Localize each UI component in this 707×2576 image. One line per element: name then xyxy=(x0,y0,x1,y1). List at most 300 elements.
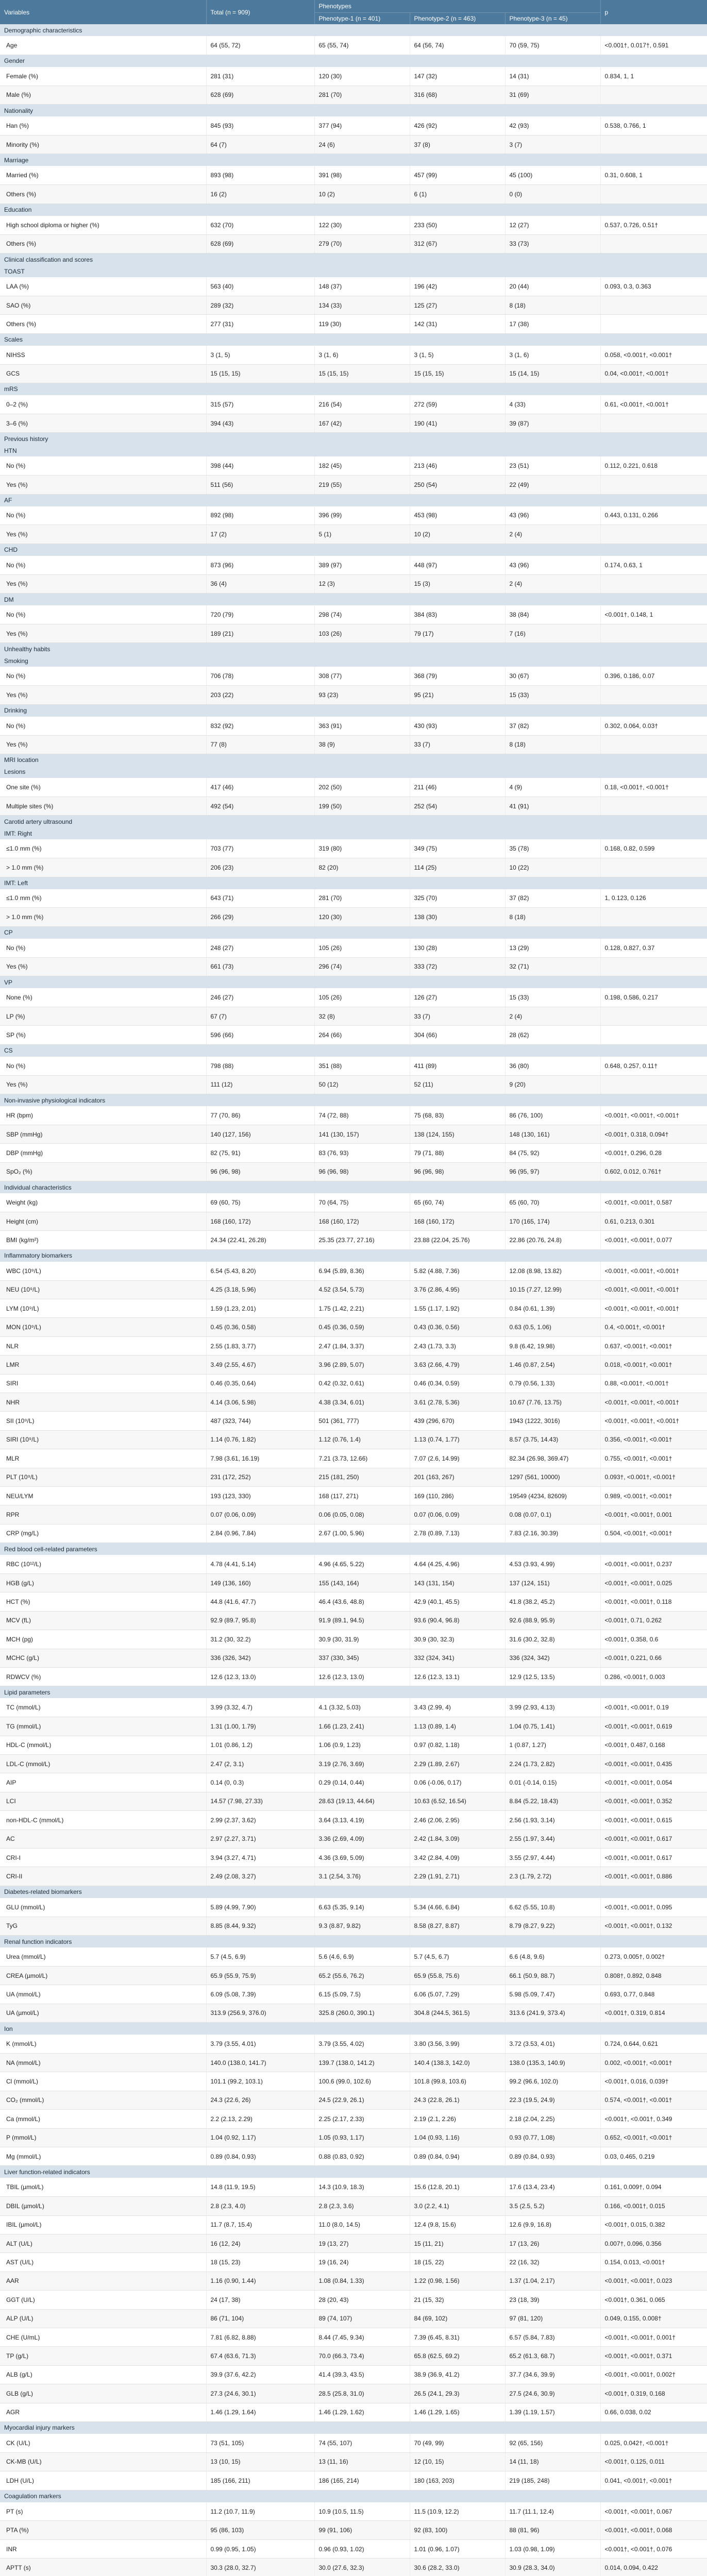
table-row xyxy=(0,2558,707,2576)
section-header-row xyxy=(0,704,707,717)
table-row xyxy=(0,1007,707,1025)
table-row xyxy=(0,1075,707,1094)
table-row xyxy=(0,364,707,383)
variable-cell: SIRI xyxy=(0,1374,206,1393)
total-cell: 149 (136, 160) xyxy=(206,1574,314,1592)
variable-cell: TG (mmol/L) xyxy=(0,1717,206,1736)
phenotype-2-cell: 213 (46) xyxy=(410,456,505,475)
section-title: Red blood cell-related parameters xyxy=(0,1543,707,1555)
variable-cell: GLU (mmol/L) xyxy=(0,1898,206,1917)
table-row xyxy=(0,2215,707,2234)
phenotype-1-cell: 3.19 (2.76, 3.69) xyxy=(314,1755,410,1773)
phenotype-2-cell: 84 (69, 102) xyxy=(410,2309,505,2328)
phenotype-3-cell: 1943 (1222, 3016) xyxy=(505,1412,600,1430)
variable-cell: GGT (U/L) xyxy=(0,2291,206,2309)
phenotype-2-cell: 30.9 (30, 32.3) xyxy=(410,1630,505,1649)
phenotype-1-cell: 1.75 (1.42, 2.21) xyxy=(314,1299,410,1318)
phenotype-1-cell: 168 (160, 172) xyxy=(314,1212,410,1230)
total-cell: 487 (323, 744) xyxy=(206,1412,314,1430)
phenotype-3-cell: 12 (27) xyxy=(505,216,600,234)
section-title: Education xyxy=(0,204,707,216)
p-value-cell: 0.007†, 0.096, 0.356 xyxy=(600,2234,707,2253)
p-value-cell xyxy=(600,686,707,704)
p-value-cell: <0.001†, 0.71, 0.262 xyxy=(600,1611,707,1630)
total-cell: 77 (8) xyxy=(206,735,314,754)
phenotype-1-cell: 12.6 (12.3, 13.0) xyxy=(314,1667,410,1686)
variable-cell: NIHSS xyxy=(0,346,206,364)
total-cell: 96 (96, 98) xyxy=(206,1162,314,1181)
phenotype-3-cell: 14 (11, 18) xyxy=(505,2452,600,2471)
total-cell: 246 (27) xyxy=(206,988,314,1007)
total-cell: 596 (66) xyxy=(206,1026,314,1044)
phenotype-1-cell: 10.9 (10.5, 11.5) xyxy=(314,2502,410,2521)
phenotype-1-cell: 396 (99) xyxy=(314,506,410,525)
phenotype-1-cell: 2.8 (2.3, 3.6) xyxy=(314,2197,410,2215)
p-value-cell: 0.504, <0.001†, <0.001† xyxy=(600,1524,707,1543)
total-cell: 30.3 (28.0, 32.7) xyxy=(206,2558,314,2576)
table-row xyxy=(0,476,707,494)
p-value-cell: 0.302, 0.064, 0.03† xyxy=(600,717,707,735)
variable-cell: HR (bpm) xyxy=(0,1106,206,1125)
p-value-cell: 0.049, 0.155, 0.008† xyxy=(600,2309,707,2328)
phenotype-1-cell: 122 (30) xyxy=(314,216,410,234)
section-title: Liver function-related indicators xyxy=(0,2166,707,2178)
phenotype-2-cell: 2.78 (0.89, 7.13) xyxy=(410,1524,505,1543)
table-row xyxy=(0,185,707,204)
phenotype-1-cell: 1.12 (0.76, 1.4) xyxy=(314,1430,410,1449)
variable-cell: CHE (U/mL) xyxy=(0,2328,206,2346)
phenotype-2-cell: 2.29 (1.89, 2.67) xyxy=(410,1755,505,1773)
phenotype-2-cell: 333 (72) xyxy=(410,957,505,976)
table-row xyxy=(0,1811,707,1829)
phenotype-1-cell: 83 (76, 93) xyxy=(314,1144,410,1162)
total-cell: 3.94 (3.27, 4.71) xyxy=(206,1848,314,1867)
phenotype-2-cell: 0.46 (0.34, 0.59) xyxy=(410,1374,505,1393)
phenotype-2-cell: 201 (163, 267) xyxy=(410,1468,505,1486)
p-value-cell: 0.286, <0.001†, 0.003 xyxy=(600,1667,707,1686)
p-value-cell: 0.989, <0.001†, <0.001† xyxy=(600,1486,707,1505)
total-cell: 67 (7) xyxy=(206,1007,314,1025)
phenotype-2-cell: 1.46 (1.29, 1.65) xyxy=(410,2403,505,2421)
phenotype-3-cell: 15 (33) xyxy=(505,686,600,704)
section-title: Previous history xyxy=(0,433,707,445)
section-title: Marriage xyxy=(0,154,707,166)
variable-cell: LYM (10⁹/L) xyxy=(0,1299,206,1318)
table-row xyxy=(0,1262,707,1280)
variable-cell: No (%) xyxy=(0,556,206,574)
phenotype-3-cell: 92 (65, 156) xyxy=(505,2434,600,2452)
p-value-cell xyxy=(600,796,707,815)
table-row xyxy=(0,1336,707,1355)
phenotype-2-cell: 448 (97) xyxy=(410,556,505,574)
total-cell: 31.2 (30, 32.2) xyxy=(206,1630,314,1649)
variable-cell: Yes (%) xyxy=(0,624,206,642)
phenotype-1-cell: 3.96 (2.89, 5.07) xyxy=(314,1355,410,1374)
total-cell: 3.99 (3.32, 4.7) xyxy=(206,1698,314,1717)
p-value-cell: <0.001†, <0.001†, 0.067 xyxy=(600,2502,707,2521)
phenotype-3-cell: 4.53 (3.93, 4.99) xyxy=(505,1555,600,1573)
variable-cell: AC xyxy=(0,1829,206,1848)
table-row xyxy=(0,2197,707,2215)
p-value-cell: <0.001†, <0.001†, 0.587 xyxy=(600,1193,707,1212)
p-value-cell: 0.443, 0.131, 0.266 xyxy=(600,506,707,525)
phenotype-1-cell: 1.08 (0.84, 1.33) xyxy=(314,2272,410,2290)
phenotype-3-cell: 92.6 (88.9, 95.9) xyxy=(505,1611,600,1630)
total-cell: 0.46 (0.35, 0.64) xyxy=(206,1374,314,1393)
phenotype-2-cell: 3.61 (2.78, 5.36) xyxy=(410,1393,505,1411)
variable-cell: CRP (mg/L) xyxy=(0,1524,206,1543)
total-cell: 706 (78) xyxy=(206,667,314,685)
phenotype-1-cell: 24.5 (22.9, 26.1) xyxy=(314,2091,410,2109)
table-row xyxy=(0,858,707,877)
phenotype-1-cell: 30.9 (30, 31.9) xyxy=(314,1630,410,1649)
phenotype-2-cell: 3.76 (2.86, 4.95) xyxy=(410,1280,505,1299)
section-title: Renal function indicators xyxy=(0,1936,707,1948)
section-title: MRI location xyxy=(0,754,707,766)
phenotype-3-cell: 4 (33) xyxy=(505,395,600,414)
table-row xyxy=(0,1026,707,1044)
phenotype-1-cell: 139.7 (138.0, 141.2) xyxy=(314,2053,410,2072)
phenotype-3-cell: 2 (4) xyxy=(505,574,600,593)
section-title: Clinical classification and scores xyxy=(0,253,707,266)
table-row xyxy=(0,2539,707,2558)
phenotype-1-cell: 1.06 (0.9, 1.23) xyxy=(314,1736,410,1754)
section-title: CP xyxy=(0,926,707,939)
table-row xyxy=(0,2384,707,2403)
variable-cell: Yes (%) xyxy=(0,686,206,704)
phenotype-1-cell: 32 (8) xyxy=(314,1007,410,1025)
p-value-cell: <0.001†, <0.001†, 0.371 xyxy=(600,2347,707,2365)
variable-cell: Urea (mmol/L) xyxy=(0,1947,206,1966)
total-cell: 832 (92) xyxy=(206,717,314,735)
phenotype-1-cell: 264 (66) xyxy=(314,1026,410,1044)
phenotype-1-cell: 377 (94) xyxy=(314,116,410,135)
phenotype-2-cell: 6.06 (5.07, 7.29) xyxy=(410,1985,505,2004)
table-body xyxy=(0,24,707,2576)
total-cell: 16 (12, 24) xyxy=(206,2234,314,2253)
phenotype-2-cell: 8.58 (8.27, 8.87) xyxy=(410,1917,505,1935)
total-cell: 1.14 (0.76, 1.82) xyxy=(206,1430,314,1449)
phenotype-1-cell: 3.1 (2.54, 3.76) xyxy=(314,1867,410,1886)
phenotype-3-cell: 86 (76, 100) xyxy=(505,1106,600,1125)
section-title: AF xyxy=(0,494,707,506)
total-cell: 16 (2) xyxy=(206,185,314,204)
table-row xyxy=(0,1555,707,1573)
variable-cell: ≤1.0 mm (%) xyxy=(0,839,206,858)
total-cell: 27.3 (24.6, 30.1) xyxy=(206,2384,314,2403)
phenotype-3-cell: 65.2 (61.3, 68.7) xyxy=(505,2347,600,2365)
phenotype-3-cell: 6.57 (5.84, 7.83) xyxy=(505,2328,600,2346)
p-value-cell: <0.001†, 0.296, 0.28 xyxy=(600,1144,707,1162)
total-cell: 1.31 (1.00, 1.79) xyxy=(206,1717,314,1736)
p-value-cell: 0.637, <0.001†, <0.001† xyxy=(600,1336,707,1355)
variable-cell: > 1.0 mm (%) xyxy=(0,908,206,926)
section-header-row xyxy=(0,544,707,556)
total-cell: 12.6 (12.3, 13.0) xyxy=(206,1667,314,1686)
p-value-cell: 0.602, 0.012, 0.761† xyxy=(600,1162,707,1181)
variable-cell: PT (s) xyxy=(0,2502,206,2521)
phenotype-3-cell: 3.72 (3.53, 4.01) xyxy=(505,2035,600,2053)
total-cell: 3.49 (2.55, 4.67) xyxy=(206,1355,314,1374)
table-row xyxy=(0,277,707,296)
section-title: Smoking xyxy=(0,655,707,667)
phenotype-3-cell: 31 (69) xyxy=(505,86,600,104)
phenotype-3-cell: 170 (165, 174) xyxy=(505,1212,600,1230)
variable-cell: K (mmol/L) xyxy=(0,2035,206,2053)
table-row xyxy=(0,1057,707,1075)
table-row xyxy=(0,1486,707,1505)
variable-cell: Cl (mmol/L) xyxy=(0,2072,206,2091)
variable-cell: LMR xyxy=(0,1355,206,1374)
table-row xyxy=(0,116,707,135)
p-value-cell: <0.001†, <0.001†, 0.617 xyxy=(600,1829,707,1848)
total-cell: 1.16 (0.90, 1.44) xyxy=(206,2272,314,2290)
phenotype-1-cell: 5.6 (4.6, 6.9) xyxy=(314,1947,410,1966)
section-header-row xyxy=(0,24,707,36)
phenotype-2-cell: 33 (7) xyxy=(410,1007,505,1025)
p-value-cell xyxy=(600,908,707,926)
phenotype-3-cell: 22.3 (19.5, 24.9) xyxy=(505,2091,600,2109)
phenotype-1-cell: 28 (20, 43) xyxy=(314,2291,410,2309)
variable-cell: TP (g/L) xyxy=(0,2347,206,2365)
phenotype-3-cell: 96 (95, 97) xyxy=(505,1162,600,1181)
phenotype-2-cell: 95 (21) xyxy=(410,686,505,704)
phenotype-1-cell: 99 (91, 106) xyxy=(314,2521,410,2539)
p-value-cell: 0.61, 0.213, 0.301 xyxy=(600,1212,707,1230)
phenotype-2-cell: 142 (31) xyxy=(410,315,505,333)
p-value-cell: <0.001†, 0.319, 0.814 xyxy=(600,2004,707,2022)
total-cell: 873 (96) xyxy=(206,556,314,574)
phenotype-1-cell: 0.29 (0.14, 0.44) xyxy=(314,1773,410,1792)
phenotype-3-cell: 22.86 (20.76, 24.8) xyxy=(505,1231,600,1249)
p-value-cell: 0.002, <0.001†, <0.001† xyxy=(600,2053,707,2072)
phenotype-3-cell: 9 (20) xyxy=(505,1075,600,1094)
variable-cell: SAO (%) xyxy=(0,296,206,314)
phenotype-3-cell: 22 (49) xyxy=(505,476,600,494)
table-row xyxy=(0,2365,707,2384)
phenotype-3-cell: 97 (81, 120) xyxy=(505,2309,600,2328)
total-cell: 65.9 (55.9, 75.9) xyxy=(206,1966,314,1985)
phenotype-3-cell: 2 (4) xyxy=(505,525,600,544)
phenotype-2-cell: 0.43 (0.36, 0.56) xyxy=(410,1318,505,1336)
phenotype-2-cell: 411 (89) xyxy=(410,1057,505,1075)
phenotype-3-cell: 28 (62) xyxy=(505,1026,600,1044)
variable-cell: MCH (pg) xyxy=(0,1630,206,1649)
phenotype-3-cell: 19549 (4234, 82609) xyxy=(505,1486,600,1505)
phenotype-2-cell: 3.80 (3.56, 3.99) xyxy=(410,2035,505,2053)
section-title: Demographic characteristics xyxy=(0,24,707,36)
phenotype-1-cell: 279 (70) xyxy=(314,234,410,253)
phenotype-3-cell: 148 (130, 161) xyxy=(505,1125,600,1143)
phenotype-2-cell: 3.0 (2.2, 4.1) xyxy=(410,2197,505,2215)
table-row xyxy=(0,414,707,432)
variable-cell: LDH (U/L) xyxy=(0,2471,206,2490)
total-cell: 18 (15, 23) xyxy=(206,2253,314,2272)
p-value-cell: 0.025, 0.042†, <0.001† xyxy=(600,2434,707,2452)
p-value-cell xyxy=(600,414,707,432)
phenotype-2-cell: 0.07 (0.06, 0.09) xyxy=(410,1505,505,1524)
variable-cell: GLB (g/L) xyxy=(0,2384,206,2403)
phenotype-3-cell: 70 (59, 75) xyxy=(505,36,600,55)
variable-cell: None (%) xyxy=(0,988,206,1007)
phenotype-1-cell: 96 (96, 98) xyxy=(314,1162,410,1181)
phenotype-2-cell: 10.63 (6.52, 16.54) xyxy=(410,1792,505,1810)
total-cell: 0.89 (0.84, 0.93) xyxy=(206,2147,314,2165)
table-row xyxy=(0,735,707,754)
p-value-cell: <0.001†, <0.001†, <0.001† xyxy=(600,1299,707,1318)
table-row xyxy=(0,908,707,926)
p-value-cell: <0.001†, <0.001†, 0.001 xyxy=(600,1505,707,1524)
p-value-cell: 0.18, <0.001†, <0.001† xyxy=(600,778,707,796)
total-cell: 69 (60, 75) xyxy=(206,1193,314,1212)
total-cell: 632 (70) xyxy=(206,216,314,234)
total-cell: 2.84 (0.96, 7.84) xyxy=(206,1524,314,1543)
table-row xyxy=(0,1898,707,1917)
phenotype-1-cell: 120 (30) xyxy=(314,908,410,926)
p-value-cell: <0.001†, <0.001†, 0.001† xyxy=(600,2328,707,2346)
table-row xyxy=(0,556,707,574)
variable-cell: Yes (%) xyxy=(0,957,206,976)
phenotype-3-cell: 82.34 (26.98, 369.47) xyxy=(505,1449,600,1468)
table-row xyxy=(0,2035,707,2053)
table-row xyxy=(0,2434,707,2452)
phenotype-1-cell: 91.9 (89.1, 94.5) xyxy=(314,1611,410,1630)
total-cell: 643 (71) xyxy=(206,889,314,908)
table-row xyxy=(0,2272,707,2290)
table-row xyxy=(0,2053,707,2072)
total-cell: 394 (43) xyxy=(206,414,314,432)
table-row xyxy=(0,2309,707,2328)
p-value-cell: <0.001†, <0.001†, 0.068 xyxy=(600,2521,707,2539)
table-row xyxy=(0,2128,707,2147)
total-cell: 277 (31) xyxy=(206,315,314,333)
p-value-cell: <0.001†, <0.001†, 0.054 xyxy=(600,1773,707,1792)
phenotype-1-cell: 0.45 (0.36, 0.59) xyxy=(314,1318,410,1336)
total-cell: 5.89 (4.99, 7.90) xyxy=(206,1898,314,1917)
phenotype-2-cell: 12 (10, 15) xyxy=(410,2452,505,2471)
table-row xyxy=(0,574,707,593)
p-value-cell: 0.648, 0.257, 0.11† xyxy=(600,1057,707,1075)
variable-cell: HDL-C (mmol/L) xyxy=(0,1736,206,1754)
table-row xyxy=(0,456,707,475)
phenotype-3-cell: 8.84 (5.22, 18.43) xyxy=(505,1792,600,1810)
p-value-cell xyxy=(600,624,707,642)
p-value-cell xyxy=(600,1007,707,1025)
section-header-row xyxy=(0,2490,707,2502)
variable-cell: ALP (U/L) xyxy=(0,2309,206,2328)
variable-cell: TBIL (µmol/L) xyxy=(0,2178,206,2196)
phenotype-3-cell: 43 (96) xyxy=(505,556,600,574)
table-row xyxy=(0,1374,707,1393)
phenotype-3-cell: 0.84 (0.61, 1.39) xyxy=(505,1299,600,1318)
table-row xyxy=(0,1574,707,1592)
p-value-cell xyxy=(600,234,707,253)
phenotype-3-cell: 8 (18) xyxy=(505,296,600,314)
table-row xyxy=(0,717,707,735)
p-value-cell xyxy=(600,296,707,314)
p-value-cell: 0.058, <0.001†, <0.001† xyxy=(600,346,707,364)
variable-cell: IBIL (µmol/L) xyxy=(0,2215,206,2234)
variable-cell: CRI-II xyxy=(0,1867,206,1886)
variable-cell: Mg (mmol/L) xyxy=(0,2147,206,2165)
section-title: Scales xyxy=(0,333,707,346)
table-row xyxy=(0,1144,707,1162)
phenotype-3-cell: 2.56 (1.93, 3.14) xyxy=(505,1811,600,1829)
phenotype-2-cell: 79 (17) xyxy=(410,624,505,642)
total-cell: 111 (12) xyxy=(206,1075,314,1094)
section-header-row xyxy=(0,1094,707,1107)
section-title: Lipid parameters xyxy=(0,1686,707,1699)
phenotype-2-cell: 64 (56, 74) xyxy=(410,36,505,55)
phenotype-3-cell: 8 (18) xyxy=(505,735,600,754)
phenotype-3-cell: 1.39 (1.19, 1.57) xyxy=(505,2403,600,2421)
phenotype-2-cell: 15.6 (12.8, 20.1) xyxy=(410,2178,505,2196)
p-value-cell: <0.001†, 0.358, 0.6 xyxy=(600,1630,707,1649)
phenotype-2-cell: 3.63 (2.66, 4.79) xyxy=(410,1355,505,1374)
p-value-cell: 0.724, 0.644, 0.621 xyxy=(600,2035,707,2053)
section-title: Gender xyxy=(0,55,707,67)
variable-cell: High school diploma or higher (%) xyxy=(0,216,206,234)
table-row xyxy=(0,889,707,908)
variable-cell: MLR xyxy=(0,1449,206,1468)
phenotype-1-cell: 215 (181, 250) xyxy=(314,1468,410,1486)
table-row xyxy=(0,2110,707,2128)
variable-cell: Others (%) xyxy=(0,315,206,333)
phenotype-3-cell: 88 (81, 96) xyxy=(505,2521,600,2539)
section-header-row xyxy=(0,55,707,67)
variable-cell: LAA (%) xyxy=(0,277,206,296)
table-row xyxy=(0,1829,707,1848)
variable-cell: CREA (µmol/L) xyxy=(0,1966,206,1985)
phenotype-2-cell: 0.06 (-0.06, 0.17) xyxy=(410,1773,505,1792)
phenotype-3-cell: 22 (16, 32) xyxy=(505,2253,600,2272)
phenotype-3-cell: 12.9 (12.5, 13.5) xyxy=(505,1667,600,1686)
phenotype-2-cell: 11.5 (10.9, 12.2) xyxy=(410,2502,505,2521)
phenotype-1-cell: 281 (70) xyxy=(314,86,410,104)
phenotype-3-cell: 10 (22) xyxy=(505,858,600,877)
p-value-cell: <0.001†, <0.001†, <0.001† xyxy=(600,1106,707,1125)
phenotype-2-cell: 2.46 (2.06, 2.95) xyxy=(410,1811,505,1829)
phenotype-3-cell: 37 (82) xyxy=(505,717,600,735)
table-row xyxy=(0,2347,707,2365)
phenotype-3-cell: 1297 (561, 10000) xyxy=(505,1468,600,1486)
phenotype-1-cell: 6.94 (5.89, 8.36) xyxy=(314,1262,410,1280)
phenotype-1-cell: 4.1 (3.32, 5.03) xyxy=(314,1698,410,1717)
section-title: Inflammatory biomarkers xyxy=(0,1249,707,1262)
p-value-cell: <0.001†, 0.318, 0.094† xyxy=(600,1125,707,1143)
phenotype-2-cell: 130 (28) xyxy=(410,939,505,957)
total-cell: 2.55 (1.83, 3.77) xyxy=(206,1336,314,1355)
p-value-cell: 0.014, 0.094, 0.422 xyxy=(600,2558,707,2576)
variable-cell: Female (%) xyxy=(0,67,206,86)
phenotype-1-cell: 134 (33) xyxy=(314,296,410,314)
p-value-cell: 0.538, 0.766, 1 xyxy=(600,116,707,135)
total-cell: 24.34 (22.41, 26.28) xyxy=(206,1231,314,1249)
phenotype-2-cell: 37 (8) xyxy=(410,135,505,154)
variable-cell: non-HDL-C (mmol/L) xyxy=(0,1811,206,1829)
phenotype-2-cell: 52 (11) xyxy=(410,1075,505,1094)
phenotype-2-cell: 5.34 (4.66, 6.84) xyxy=(410,1898,505,1917)
p-value-cell: <0.001†, <0.001†, <0.001† xyxy=(600,1412,707,1430)
p-value-cell: 0.88, <0.001†, <0.001† xyxy=(600,1374,707,1393)
phenotype-2-cell: 12.4 (9.8, 15.6) xyxy=(410,2215,505,2234)
phenotype-3-cell: 42 (93) xyxy=(505,116,600,135)
total-cell: 15 (15, 15) xyxy=(206,364,314,383)
table-row xyxy=(0,234,707,253)
phenotype-1-cell: 0.06 (0.05, 0.08) xyxy=(314,1505,410,1524)
phenotype-1-cell: 15 (15, 15) xyxy=(314,364,410,383)
variable-cell: HCT (%) xyxy=(0,1592,206,1611)
